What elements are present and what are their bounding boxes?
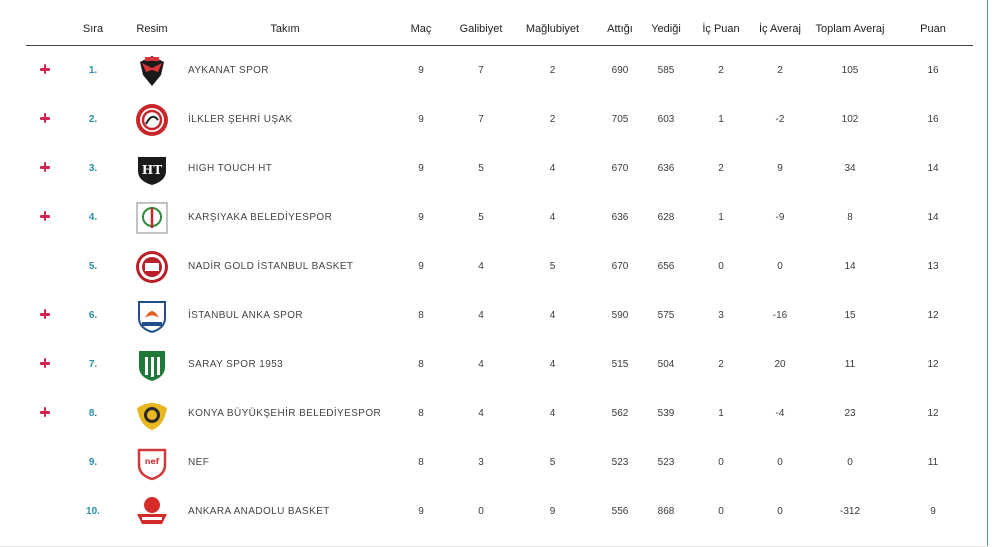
maglubiyet-cell: 2	[549, 114, 556, 125]
header-expand	[26, 12, 64, 46]
expand-cell[interactable]	[26, 389, 64, 438]
team-name[interactable]: NADİR GOLD İSTANBUL BASKET	[188, 261, 354, 272]
ic-averaj-cell: 20	[774, 359, 786, 370]
ic-puan-cell: 2	[718, 163, 724, 174]
ic-puan-cell: 1	[718, 408, 724, 419]
ic-puan-cell: 1	[718, 114, 724, 125]
table-row[interactable]	[26, 46, 973, 96]
ic-averaj-cell: 0	[777, 457, 783, 468]
ic-averaj-cell: 0	[777, 261, 783, 272]
yedigi-cell: 656	[657, 261, 675, 272]
header-takim[interactable]: Takım	[182, 12, 388, 46]
toplam-averaj-cell: 23	[844, 408, 856, 419]
logo-cell	[122, 291, 182, 340]
mac-cell: 9	[418, 163, 424, 174]
yedigi-cell: 603	[657, 114, 675, 125]
puan-cell: 16	[927, 65, 939, 76]
yedigi-cell: 868	[657, 506, 675, 517]
header-puan[interactable]: Puan	[893, 12, 973, 46]
expand-cell[interactable]	[26, 487, 64, 536]
header-toplam-averaj[interactable]: Toplam Averaj	[807, 12, 893, 46]
expand-plus-icon[interactable]	[40, 113, 50, 123]
atti-cell: 562	[611, 408, 629, 419]
yedigi-cell: 575	[657, 310, 675, 321]
expand-cell[interactable]	[26, 193, 64, 242]
puan-cell: 12	[927, 310, 939, 321]
logo-cell	[122, 242, 182, 291]
atti-cell: 523	[611, 457, 629, 468]
mac-cell: 8	[418, 408, 424, 419]
expand-cell[interactable]	[26, 242, 64, 291]
galibiyet-cell: 4	[478, 310, 484, 321]
mac-cell: 9	[418, 114, 424, 125]
rank-cell: 8.	[88, 408, 98, 419]
logo-cell	[122, 46, 182, 96]
phoenix-shield-icon	[134, 298, 170, 334]
rank-cell: 3.	[88, 163, 98, 174]
toplam-averaj-cell: 0	[847, 457, 853, 468]
expand-cell[interactable]	[26, 95, 64, 144]
galibiyet-cell: 7	[478, 114, 484, 125]
header-galibiyet[interactable]: Galibiyet	[454, 12, 508, 46]
mac-cell: 8	[418, 457, 424, 468]
galibiyet-cell: 7	[478, 65, 484, 76]
team-name[interactable]: KARŞIYAKA BELEDİYESPOR	[188, 212, 333, 223]
atti-cell: 636	[611, 212, 629, 223]
eagle-crest-icon	[134, 53, 170, 89]
galibiyet-cell: 4	[478, 261, 484, 272]
toplam-averaj-cell: -312	[839, 506, 860, 517]
atti-cell: 690	[611, 65, 629, 76]
team-name[interactable]: ANKARA ANADOLU BASKET	[188, 506, 330, 517]
yellow-crest-icon	[134, 396, 170, 432]
logo-cell	[122, 389, 182, 438]
ic-puan-cell: 2	[718, 65, 724, 76]
puan-cell: 12	[927, 408, 939, 419]
expand-plus-icon[interactable]	[40, 358, 50, 368]
table-row[interactable]	[26, 193, 973, 242]
nef-shield-icon	[134, 445, 170, 481]
toplam-averaj-cell: 102	[841, 114, 859, 125]
atti-cell: 670	[611, 261, 629, 272]
puan-cell: 14	[927, 212, 939, 223]
atti-cell: 556	[611, 506, 629, 517]
green-stripe-shield-icon	[134, 347, 170, 383]
ic-puan-cell: 2	[718, 359, 724, 370]
galibiyet-cell: 4	[478, 408, 484, 419]
rank-cell: 5.	[88, 261, 98, 272]
maglubiyet-cell: 5	[549, 261, 556, 272]
mac-cell: 8	[418, 359, 424, 370]
table-row[interactable]	[26, 144, 973, 193]
team-name[interactable]: KONYA BÜYÜKŞEHİR BELEDİYESPOR	[188, 408, 382, 419]
toplam-averaj-cell: 34	[844, 163, 856, 174]
puan-cell: 11	[927, 457, 939, 468]
yedigi-cell: 585	[657, 65, 675, 76]
logo-cell	[122, 438, 182, 487]
header-atti[interactable]: Attığı	[597, 12, 643, 46]
maglubiyet-cell: 9	[549, 506, 556, 517]
rank-cell: 9.	[88, 457, 98, 468]
rank-cell: 4.	[88, 212, 98, 223]
logo-cell	[122, 95, 182, 144]
table-row[interactable]	[26, 291, 973, 340]
galibiyet-cell: 4	[478, 359, 484, 370]
rank-cell: 10.	[86, 506, 100, 517]
ic-puan-cell: 0	[718, 506, 724, 517]
ic-puan-cell: 3	[718, 310, 724, 321]
header-resim: Resim	[122, 12, 182, 46]
expand-cell[interactable]	[26, 46, 64, 96]
table-row[interactable]	[26, 340, 973, 389]
header-ic-puan[interactable]: İç Puan	[689, 12, 753, 46]
team-name[interactable]: İLKLER ŞEHRİ UŞAK	[188, 114, 293, 125]
galibiyet-cell: 0	[478, 506, 484, 517]
toplam-averaj-cell: 8	[847, 212, 853, 223]
maglubiyet-cell: 4	[549, 359, 556, 370]
galibiyet-cell: 5	[478, 163, 484, 174]
header-row	[26, 12, 973, 46]
basket-round-crest-icon	[134, 249, 170, 285]
rank-cell: 1.	[88, 65, 98, 76]
header-mac[interactable]: Maç	[388, 12, 454, 46]
toplam-averaj-cell: 15	[844, 310, 856, 321]
expand-plus-icon[interactable]	[40, 162, 50, 172]
team-name[interactable]: İSTANBUL ANKA SPOR	[188, 310, 304, 321]
ic-averaj-cell: 9	[777, 163, 783, 174]
expand-cell[interactable]	[26, 438, 64, 487]
ic-averaj-cell: -4	[775, 408, 785, 419]
maglubiyet-cell: 2	[549, 65, 556, 76]
ic-puan-cell: 0	[718, 457, 724, 468]
yedigi-cell: 628	[657, 212, 675, 223]
mac-cell: 9	[418, 212, 424, 223]
ic-averaj-cell: -2	[775, 114, 785, 125]
atti-cell: 705	[611, 114, 629, 125]
expand-cell[interactable]	[26, 340, 64, 389]
expand-plus-icon[interactable]	[40, 309, 50, 319]
puan-cell: 14	[927, 163, 939, 174]
toplam-averaj-cell: 105	[841, 65, 859, 76]
header-ic-averaj[interactable]: İç Averaj	[753, 12, 807, 46]
expand-cell[interactable]	[26, 291, 64, 340]
rank-cell: 6.	[88, 310, 98, 321]
ic-puan-cell: 0	[718, 261, 724, 272]
mac-cell: 9	[418, 261, 424, 272]
svg-text:HT: HT	[141, 162, 163, 177]
puan-cell: 13	[927, 261, 939, 272]
team-name[interactable]: NEF	[188, 457, 210, 468]
logo-cell	[122, 193, 182, 242]
svg-text:nef: nef	[144, 456, 160, 466]
maglubiyet-cell: 5	[549, 457, 556, 468]
table-row[interactable]	[26, 389, 973, 438]
maglubiyet-cell: 4	[549, 163, 556, 174]
expand-plus-icon[interactable]	[40, 64, 50, 74]
header-yedigi[interactable]: Yediği	[643, 12, 689, 46]
puan-cell: 16	[927, 114, 939, 125]
yedigi-cell: 504	[657, 359, 675, 370]
ic-averaj-cell: 0	[777, 506, 783, 517]
logo-cell	[122, 340, 182, 389]
table-row[interactable]	[26, 487, 973, 536]
red-ball-crest-icon	[134, 494, 170, 530]
atti-cell: 515	[611, 359, 629, 370]
puan-cell: 12	[927, 359, 939, 370]
atti-cell: 590	[611, 310, 629, 321]
expand-plus-icon[interactable]	[40, 211, 50, 221]
table-row[interactable]	[26, 95, 973, 144]
header-maglubiyet[interactable]: Mağlubiyet	[508, 12, 597, 46]
maglubiyet-cell: 4	[549, 212, 556, 223]
toplam-averaj-cell: 11	[844, 359, 856, 370]
galibiyet-cell: 5	[478, 212, 484, 223]
rank-cell: 7.	[88, 359, 98, 370]
yedigi-cell: 523	[657, 457, 675, 468]
ic-averaj-cell: 2	[777, 65, 783, 76]
standings-table	[26, 12, 973, 536]
team-name[interactable]: SARAY SPOR 1953	[188, 359, 284, 370]
red-ring-crest-icon	[134, 102, 170, 138]
yedigi-cell: 539	[657, 408, 675, 419]
mac-cell: 9	[418, 65, 424, 76]
municipal-crest-icon	[134, 200, 170, 236]
page-frame-line	[987, 0, 988, 547]
logo-cell	[122, 144, 182, 193]
toplam-averaj-cell: 14	[844, 261, 856, 272]
ht-shield-icon	[134, 151, 170, 187]
rank-cell: 2.	[88, 114, 98, 125]
yedigi-cell: 636	[657, 163, 675, 174]
mac-cell: 8	[418, 310, 424, 321]
team-name[interactable]: AYKANAT SPOR	[188, 65, 269, 76]
ic-averaj-cell: -9	[775, 212, 785, 223]
ic-averaj-cell: -16	[772, 310, 788, 321]
maglubiyet-cell: 4	[549, 408, 556, 419]
maglubiyet-cell: 4	[549, 310, 556, 321]
ic-puan-cell: 1	[718, 212, 724, 223]
expand-plus-icon[interactable]	[40, 407, 50, 417]
expand-cell[interactable]	[26, 144, 64, 193]
table-row[interactable]	[26, 438, 973, 487]
team-name[interactable]: HIGH TOUCH HT	[188, 163, 273, 174]
atti-cell: 670	[611, 163, 629, 174]
logo-cell	[122, 487, 182, 536]
header-sira[interactable]: Sıra	[64, 12, 122, 46]
galibiyet-cell: 3	[478, 457, 484, 468]
mac-cell: 9	[418, 506, 424, 517]
table-row[interactable]	[26, 242, 973, 291]
puan-cell: 9	[930, 506, 936, 517]
